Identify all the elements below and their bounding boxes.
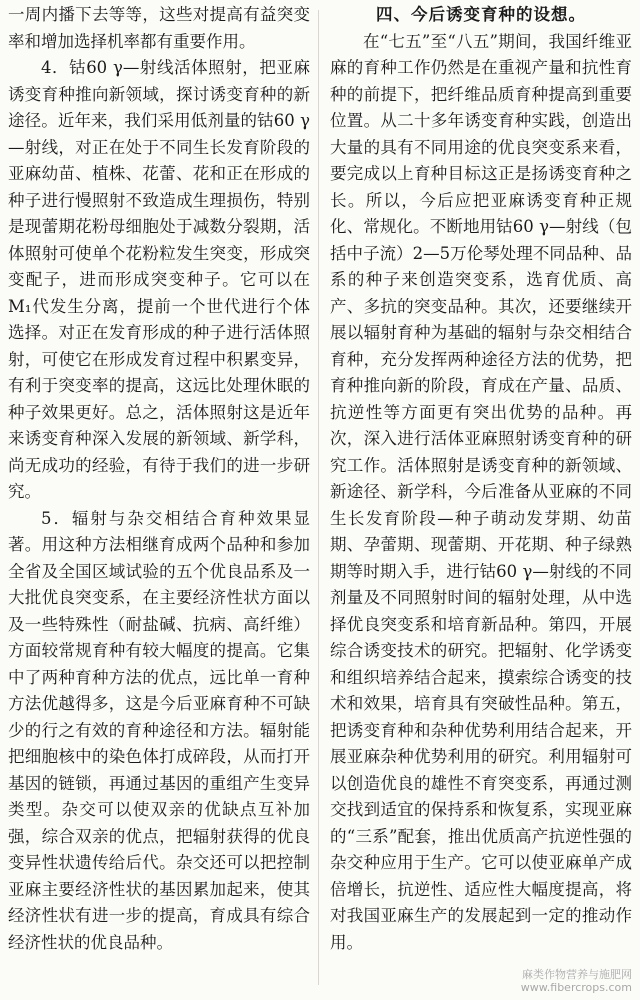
watermark-url: www.fibercrops.com (520, 981, 632, 994)
paragraph-future-plans: 在“七五”至“八五”期间，我国纤维亚麻的育种工作仍然是在重视产量和抗性育种的前提下，把纤维品质育种提高到重要位置。从二十多年诱变育种实践，创造出大量的具有不同用途的优良突变系来看，要完成以上育种目标这正是扬诱变育种之长。所以，今后应把亚麻诱变育种正规化、常规化。不断地用钴60 γ—射线（包括中子流）2—5万伦琴处理不同品种、品系的种子来创造突变系，选育优质、高产、多抗的突变品种。其次，还要继续开展以辐射育种为基础的辐射与杂交相结合育种，充分发挥两种途径方法的优势，把育种推向新的阶段，育成在产量、品质、抗逆性等方面更有突出优势的品种。再次，深入进行活体亚麻照射诱变育种的研究工作。活体照射是诱变育种的新领域、新途径、新学科，今后准备从亚麻的不同生长发育阶段—种子萌动发芽期、幼苗期、孕蕾期、现蕾期、开花期、种子绿熟期等时期入手，进行钴60 γ—射线的不同剂量及不同照射时间的辐射处理，从中选择优良突变系和培育新品种。第四，开展综合诱变技术的研究。把辐射、化学诱变和组织培养结合起来，摸索综合诱变的技术和效果，培育具有突破性品种。第五，把诱变育种和杂种优势利用结合起来，开展亚麻杂种优势利用的研究。利用辐射可以创造优良的雄性不育突变系，再通过测交找到适宜的保持系和恢复系，实现亚麻的“三系”配套，推出优质高产抗逆性强的杂交种应用于生产。它可以使亚麻单产成倍增长，抗逆性、适应性大幅度提高，将对我国亚麻生产的发展起到一定的推动作用。 (330, 31, 632, 952)
paragraph-5-radiation-hybridization: 5．辐射与杂交相结合育种效果显著。用这种方法相继育成两个品种和参加全省及全国区域试验的五个优良品系及一大批优良突变系，在主要经济性状方面以及一些特殊性（耐盐碱、抗病、高纤维）方面较常规育种有较大幅度的提高。它集中了两种育种方法的优点，远比单一育种方法优越得多，这是今后亚麻育种不可缺少的行之有效的育种途径和方法。辐射能把细胞核中的染色体打成碎段，从而打开基因的链锁，再通过基因的重组产生变异类型。杂交可以使双亲的优缺点互补加强，综合双亲的优点，把辐射获得的优良变异性状遗传给后代。杂交还可以把控制亚麻主要经济性状的基因累加起来，使其经济性状有进一步的提高，育成具有综合经济性状的优良品种。 (8, 508, 310, 952)
paragraph-continuation: 一周内播下去等等，这些对提高有益突变率和增加选择机率都有重要作用。 (8, 5, 310, 51)
section-title-future-plans: 四、今后诱变育种的设想。 (376, 5, 586, 24)
column-divider (318, 10, 319, 985)
right-column (330, 2, 632, 956)
site-watermark (521, 968, 632, 994)
watermark-site-name: 麻类作物营养与施肥网 (522, 968, 632, 981)
paragraph-4-live-irradiation: 4．钴60 γ—射线活体照射，把亚麻诱变育种推向新领域，探讨诱变育种的新途径。近年来，我们采用低剂量的钴60 γ—射线，对正在处于不同生长发育阶段的亚麻幼苗、植株、花蕾、花和正在形成的种子进行慢照射不致造成生理损伤，特别是现蕾期花粉母细胞处于减数分裂期，活体照射可使单个花粉粒发生突变，形成突变配子，进而形成突变种子。它可以在M₁代发生分离，提前一个世代进行个体选择。对正在发育形成的种子进行活体照射，可使它在形成发育过程中积累变异，有利于突变率的提高，这远比处理休眠的种子效果更好。总之，活体照射这是近年来诱变育种深入发展的新领域、新学科，尚无成功的经验，有待于我们的进一步研究。 (8, 58, 310, 501)
left-column (8, 2, 310, 956)
